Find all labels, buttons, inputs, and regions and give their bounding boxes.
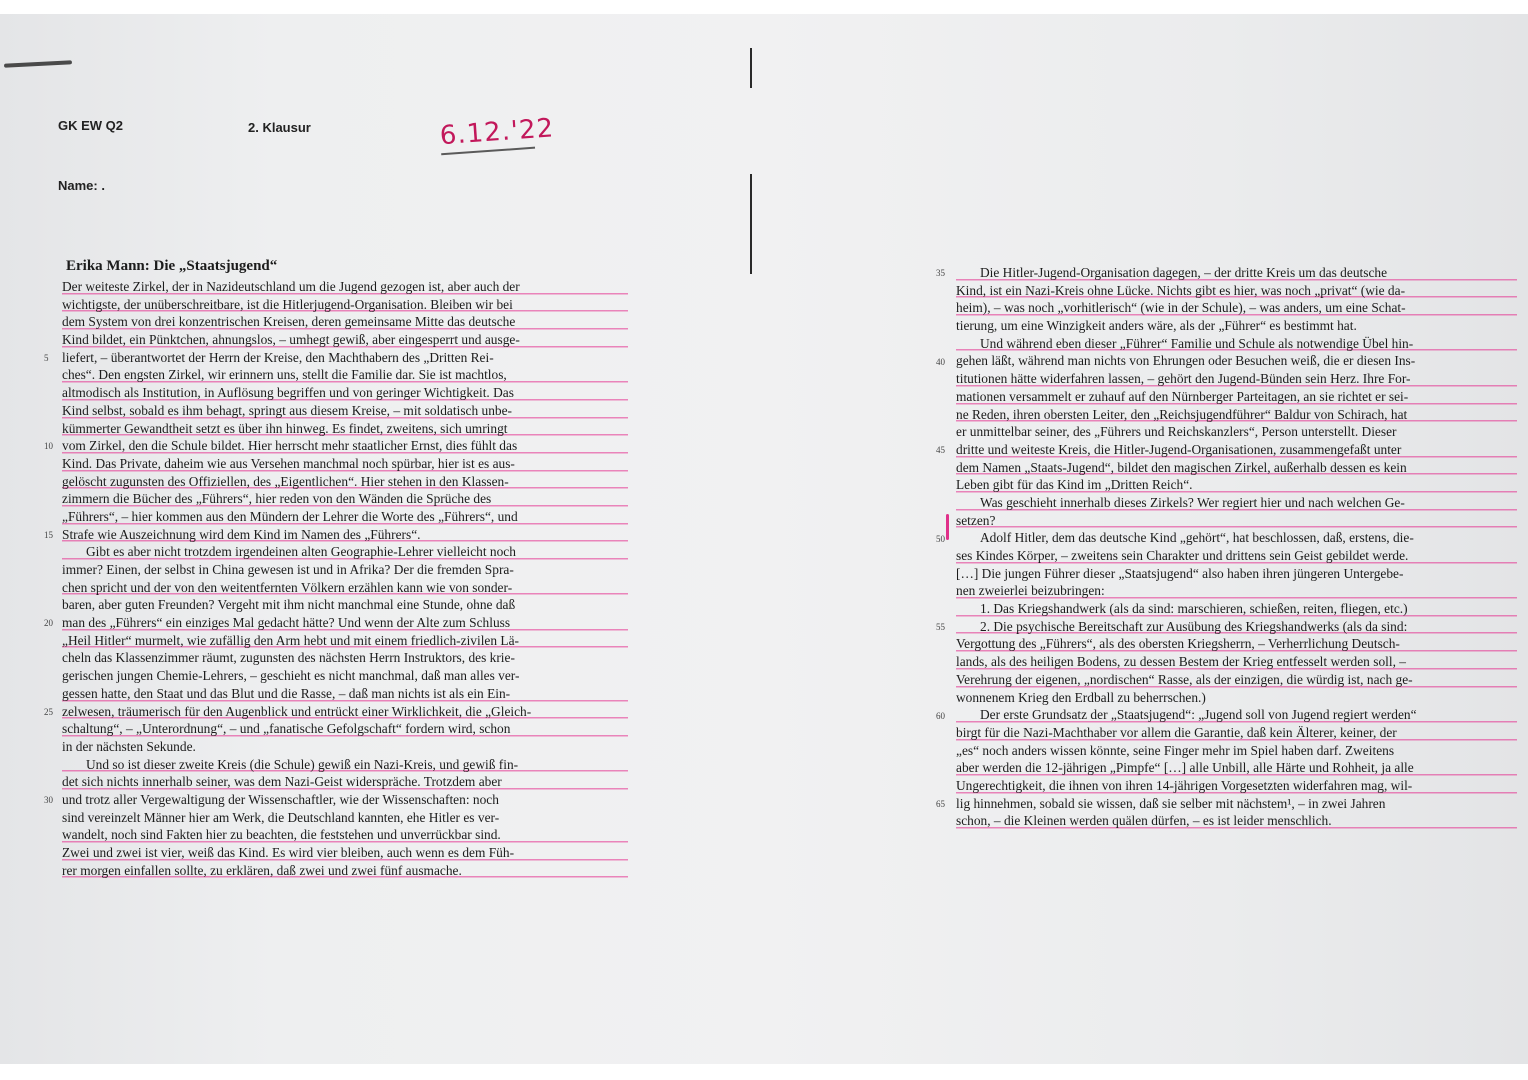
text-line: det sich nichts innerhalb seiner, was dem Nazi-Geist widerspräche. Trotzdem aber xyxy=(62,773,628,791)
text-line: „Heil Hitler“ murmelt, wie zufällig den Arm hebt und mit einem friedlich-zivilen Lä- xyxy=(62,632,628,650)
text-line: […] Die jungen Führer dieser „Staatsjugend“ also haben ihren jüngeren Untergebe- xyxy=(956,565,1404,581)
fold-line-top xyxy=(750,48,752,88)
name-field-label: Name: . xyxy=(58,178,105,193)
text-line: Gibt es aber nicht trotzdem irgendeinen alten Geographie-Lehrer vielleicht noch xyxy=(62,543,628,561)
text-line: er unmittelbar seiner, des „Führers und Reichskanzlers“, Person unterstellt. Dieser xyxy=(956,424,1397,440)
text-line: „Führers“, – hier kommen aus den Mündern der Lehrer die Worte des „Führers“, und xyxy=(62,508,628,526)
text-line: chen spricht und der von den weitentfernten Völkern erzählen kann wie von sonder- xyxy=(62,579,628,597)
text-line: altmodisch als Institution, in Auflösung begriffen und von geringer Wichtigkeit. Das xyxy=(62,384,628,402)
text-line: gelöscht zugunsten des Offiziellen, des „Eigentlichen“. Hier stehen in den Klassen- xyxy=(62,473,628,491)
text-line: Adolf Hitler, dem das deutsche Kind „gehört“, hat beschlossen, daß, erstens, die- xyxy=(980,530,1414,546)
text-line: zimmern die Bücher des „Führers“, hier reden von den Wänden die Sprüche des xyxy=(62,490,628,508)
text-line: Der weiteste Zirkel, der in Nazideutschland um die Jugend gezogen ist, aber auch der xyxy=(62,278,628,296)
text-line: schaltung“, – „Unterordnung“, – und „fanatische Gefolgschaft“ fordern wird, schon xyxy=(62,720,628,738)
margin-highlight-mark xyxy=(946,514,949,540)
left-text-column xyxy=(62,278,628,879)
exam-label: 2. Klausur xyxy=(248,120,311,135)
text-line: immer? Einen, der selbst in China gewesen ist und in Afrika? Der die fremden Spra- xyxy=(62,562,514,577)
line-number: 25 xyxy=(44,706,53,717)
text-line: mationen versammelt er zuhauf auf den Nürnberger Parteitagen, an sie richtet er sei- xyxy=(956,388,1517,406)
line-number: 30 xyxy=(44,795,53,806)
text-line: cheln das Klassenzimmer räumt, zugunsten des nächsten Herrn Instruktors, des krie- xyxy=(62,650,515,666)
line-number: 60 xyxy=(936,710,945,721)
text-line: und trotz aller Vergewaltigung der Wissenschaftler, wie der Wissenschaften: noch xyxy=(62,791,499,807)
text-line: liefert, – überantwortet der Herrn der Kreise, den Machthabern des „Dritten Rei- xyxy=(62,349,494,365)
text-line: Verehrung der eigenen, „nordischen“ Rasse, als der einzigen, die würdig ist, nach ge- xyxy=(956,671,1517,689)
text-line: Vergottung des „Führers“, als des obersten Kriegsherrn, – Verherrlichung Deutsch- xyxy=(956,635,1517,653)
text-line: dem System von drei konzentrischen Kreisen, deren gemeinsame Mitte das deutsche xyxy=(62,313,628,331)
line-number: 55 xyxy=(936,622,945,632)
line-number: 45 xyxy=(936,445,945,455)
text-line: ches“. Den engsten Zirkel, wir erinnern uns, stellt die Familie dar. Sie ist machtlos, xyxy=(62,366,628,384)
line-number: 40 xyxy=(936,356,945,367)
text-line: in der nächsten Sekunde. xyxy=(62,738,196,754)
handwritten-date: 6.12.'22 xyxy=(439,115,535,155)
text-line: titutionen hätte widerfahren lassen, – gehört den Jugend-Bünden sein Herz. Ihre For- xyxy=(956,370,1517,388)
text-line: lig hinnehmen, sobald sie wissen, daß sie selber mit nächstem¹, – in zwei Jahren xyxy=(956,795,1386,811)
text-line: Was geschieht innerhalb dieses Zirkels? Wer regiert hier und nach welchen Ge- xyxy=(956,494,1517,512)
text-line: dritte und weiteste Kreis, die Hitler-Jugend-Organisationen, zusammengefaßt unter xyxy=(956,441,1517,459)
text-line: heim), – was noch „vorhitlerisch“ (wie in der Schule), – was anders, um eine Schat- xyxy=(956,299,1517,317)
text-line: 1. Das Kriegshandwerk (als da sind: marschieren, schießen, reiten, fliegen, etc.) xyxy=(956,600,1517,618)
text-line: 2. Die psychische Bereitschaft zur Ausübung des Kriegshandwerks (als da sind: xyxy=(956,618,1517,636)
text-line: ne Reden, ihren obersten Leiter, den „Reichsjugendführer“ Baldur von Schirach, hat xyxy=(956,406,1517,424)
line-number: 10 xyxy=(44,441,53,452)
text-line: kümmerter Gewandtheit setzt es über ihn hinweg. Es findet, zweitens, sich umringt xyxy=(62,420,628,438)
text-line: wonnenem Krieg den Erdball zu beherrschen.) xyxy=(956,689,1206,705)
text-line: vom Zirkel, den die Schule bildet. Hier herrscht mehr staatlicher Ernst, dies fühlt das xyxy=(62,437,628,455)
text-line: Kind selbst, sobald es ihm behagt, springt aus diesem Kreise, – mit soldatisch unbe- xyxy=(62,402,628,420)
text-line: wandelt, noch sind Fakten hier zu beachten, die feststehen und unverrückbar sind. xyxy=(62,826,628,844)
text-line: Leben gibt für das Kind im „Dritten Reich“. xyxy=(956,476,1517,494)
text-line: Kind. Das Private, daheim wie aus Versehen manchmal noch spürbar, hier ist es aus- xyxy=(62,455,628,473)
line-number: 20 xyxy=(44,618,53,629)
text-line: sind vereinzelt Männer hier am Werk, die Deutschland kannten, ehe Hitler es ver- xyxy=(62,809,500,825)
text-line: wichtigste, der unüberschreitbare, ist die Hitlerjugend-Organisation. Bleiben wir bei xyxy=(62,296,628,314)
fold-line-middle xyxy=(750,174,752,274)
text-line: man des „Führers“ ein einziges Mal gedacht hätte? Und wenn der Alte zum Schluss xyxy=(62,614,628,632)
text-line: Zwei und zwei ist vier, weiß das Kind. Es wird vier bleiben, auch wenn es dem Füh- xyxy=(62,844,628,862)
text-line: tierung, um eine Winzigkeit anders wäre, als der „Führer“ es bestimmt hat. xyxy=(956,318,1357,334)
text-line: Und während eben dieser „Führer“ Familie und Schule als notwendige Übel hin- xyxy=(956,335,1517,353)
right-text-column xyxy=(956,264,1517,830)
text-line: gerischen jungen Chemie-Lehrers, – geschieht es nicht manchmal, daß man alles ver- xyxy=(62,668,520,684)
text-line: lands, als des heiligen Bodens, zu dessen Bestem der Krieg entfesselt werden soll, – xyxy=(956,653,1517,671)
text-line: schon, – die Kleinen werden quälen dürfen, – es ist leider menschlich. xyxy=(956,812,1517,830)
text-line: „es“ noch anders wissen könnte, seine Finger mehr im Spiel haben darf. Zweitens xyxy=(956,742,1395,758)
text-line: Die Hitler-Jugend-Organisation dagegen, – der dritte Kreis um das deutsche xyxy=(956,264,1517,282)
text-line: Ungerechtigkeit, die ihnen von ihren 14-jährigen Vorgesetzten widerfahren mag, wil- xyxy=(956,777,1517,795)
text-line: Der erste Grundsatz der „Staatsjugend“: „Jugend soll von Jugend regiert werden“ xyxy=(956,706,1517,724)
text-line: Strafe wie Auszeichnung wird dem Kind im Namen des „Führers“. xyxy=(62,526,628,544)
text-line: aber werden die 12-jährigen „Pimpfe“ […] alle Unbill, alle Härte und Rohheit, ja alle xyxy=(956,759,1517,777)
text-line: dem Namen „Staats-Jugend“, bildet den magischen Zirkel, außerhalb dessen es kein xyxy=(956,459,1517,477)
article-title: Erika Mann: Die „Staatsjugend“ xyxy=(66,258,278,274)
text-line: Kind, ist ein Nazi-Kreis ohne Lücke. Nichts gibt es hier, was noch „privat“ (wie da- xyxy=(956,282,1517,300)
line-number: 15 xyxy=(44,529,53,540)
course-label: GK EW Q2 xyxy=(58,118,124,133)
line-number: 50 xyxy=(936,533,945,544)
line-number: 35 xyxy=(936,268,945,278)
text-line: birgt für die Nazi-Machthaber vor allem die Garantie, daß kein Älterer, keiner, der xyxy=(956,724,1517,742)
text-line: nen zweierlei beizubringen: xyxy=(956,582,1517,600)
text-line: ses Kindes Körper, – zweitens sein Charakter und drittens sein Geist gebildet werde. xyxy=(956,547,1517,565)
text-line: Und so ist dieser zweite Kreis (die Schule) gewiß ein Nazi-Kreis, und gewiß fin- xyxy=(62,756,628,774)
exam-sheet xyxy=(0,14,1528,1064)
line-number: 5 xyxy=(44,352,49,363)
text-line: gessen hatte, den Staat und das Blut und die Rasse, – daß man nichts ist als ein Ein- xyxy=(62,685,628,703)
text-line: zelwesen, träumerisch für den Augenblick und entrückt einer Wirklichkeit, die „Gleich- xyxy=(62,703,628,721)
text-line: rer morgen einfallen sollte, zu erklären, daß zwei und zwei fünf ausmache. xyxy=(62,862,628,880)
text-line: gehen läßt, während man nichts von Ehrungen oder Besuchen weiß, die er diesen Ins- xyxy=(956,353,1416,369)
text-line: baren, aber guten Freunden? Vergeht mit ihm nicht manchmal eine Stunde, ohne daß xyxy=(62,597,516,613)
text-line: Kind bildet, ein Pünktchen, ahnungslos, – umhegt gewiß, aber eingesperrt und ausge- xyxy=(62,331,628,349)
pen-mark xyxy=(4,60,72,68)
text-line: setzen? xyxy=(956,512,1517,530)
line-number: 65 xyxy=(936,799,945,809)
